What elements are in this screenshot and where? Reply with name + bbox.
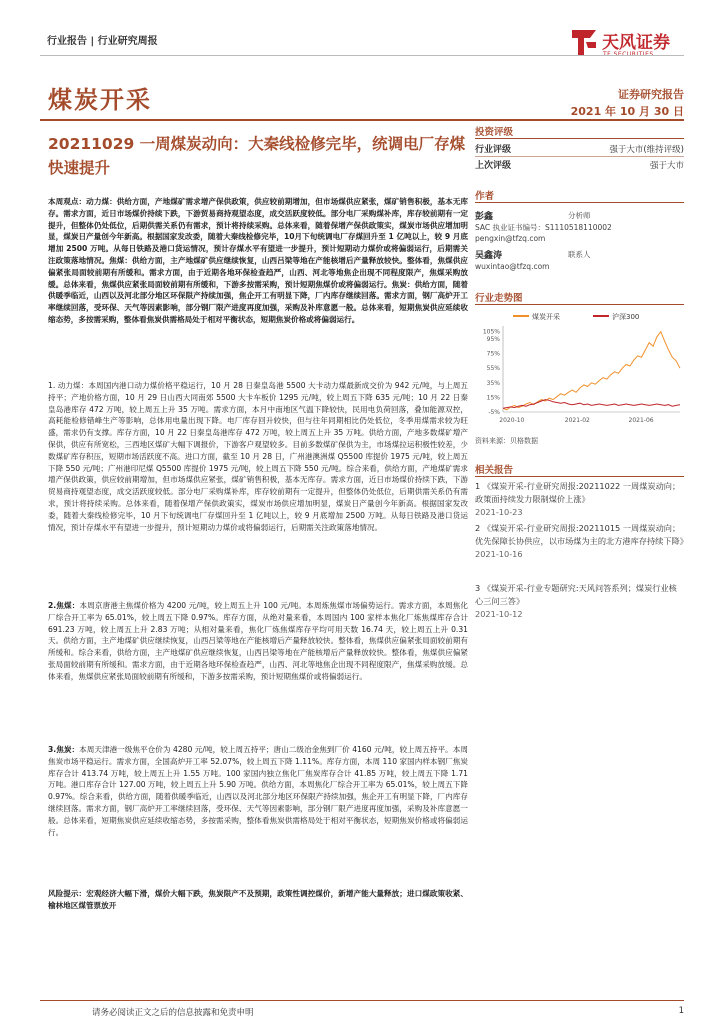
report-type: 证券研究报告 xyxy=(618,88,684,101)
rating-divider xyxy=(475,138,684,139)
related-report-1-text[interactable]: 1 《煤炭开采-行业研究周报:20211022 一周煤炭动向；政策面持续发力限制煤价上涨》 xyxy=(475,481,681,504)
logo-text: 天风证券 xyxy=(602,33,670,53)
y-tick-label: 55% xyxy=(486,365,500,373)
header-divider xyxy=(40,55,684,56)
x-tick-label: 2021-02 xyxy=(564,417,590,424)
author1-email[interactable]: pengxin@tfzq.com xyxy=(475,234,546,243)
chart-legend xyxy=(513,312,639,321)
chart-source: 资料来源：贝格数据 xyxy=(475,437,538,445)
summary-paragraph xyxy=(48,196,468,326)
coke-text: 本周天津港一级焦平仓价为 4280 元/吨，较上周五持平；唐山二级冶金焦到厂价 4160 元/吨，较上周五持平。本周焦炭市场平稳运行。需求方面，全国高炉开工率 52.07%，较上周五下降 1.11%。库存方面，本周 110 家国内样本钢厂焦炭库存合计 413.74 万吨，较上周五上升 1.55 万吨。100 家国内独立焦化厂焦炭库存合计 41.85 万吨，较上周五下降 1.71 万吨。港口库存合计 127.00 万吨，较上周五上升 5.90 万吨。供给方面，本周焦化厂综合开工率为 65.01%，较上周五下降 0.97%。综合来看，供给方面，随着供暖季临近，山西以及河北部分地区环保限产持续加强，焦企开工有明显下降，厂内库存继续回落。需求方面，钢厂高炉开工率继续回落，受环保、天气等因素影响，部分钢厂限产进度再度加强，采购及补库意愿一般。总体来看，短期焦炭供应延续收缩态势，多按需采购，整体看焦炭供需格局处于相对平衡状态，短期焦炭价格或将偏弱运行。 xyxy=(48,745,469,837)
industry-name: 煤炭开采 xyxy=(48,86,152,114)
rating-value: 强于大市(维持评级) xyxy=(609,145,684,155)
coal-lead: 1. 动力煤： xyxy=(48,381,89,390)
chart-series xyxy=(503,332,680,410)
coal-paragraph xyxy=(48,380,468,533)
author-title: 作者 xyxy=(475,191,495,202)
coking-coal-paragraph xyxy=(48,600,468,683)
report-date: 2021 年 10 月 30 日 xyxy=(570,105,684,118)
author-divider xyxy=(475,202,684,203)
y-tick-label: 95% xyxy=(486,335,500,343)
page-number: 1 xyxy=(678,1006,684,1016)
y-tick-label: 35% xyxy=(486,379,500,387)
chart-title: 行业走势图 xyxy=(475,293,523,304)
legend-label-0: 煤炭开采 xyxy=(532,313,560,321)
coking-coal-text: 本周京唐港主焦煤价格为 4200 元/吨，较上周五上升 100 元/吨。本周炼焦煤市场偏势运行。需求方面，本周焦化厂综合开工率为 65.01%，较上周五下降 0.97%。库存方面，从绝对量来看，本周国内 100 家样本焦化厂炼焦煤库存合计 691.23 万吨，较上周五上升 2.83 万吨；从相对量来看，焦化厂炼焦煤库存平均可用天数 16.74 天，较上周五上升 0.31 天。供给方面，主产地煤矿供应继续恢复，山西吕梁等地在产能核增后产量释放较快。整体看，焦煤供应偏紧张局面较前期有所缓和。综合来看，供给方面，主产地煤矿供应继续恢复，山西吕梁等地在产能核增后产量释放较快。整体看，焦煤供应偏紧张局面较前期有所缓和。需求方面，由于近期各地环保检查趋严，山西、河北等地焦企出现不同程度限产，焦煤采购放缓。总体来看，焦煤供应紧张局面较前期有所缓和，下游多按需采购，预计短期焦煤价或将偏弱运行。 xyxy=(48,601,468,681)
prev-rating-label: 上次评级 xyxy=(475,161,512,171)
y-tick-label: -5% xyxy=(488,409,500,416)
author1-role: 分析师 xyxy=(568,211,591,220)
related-report-1[interactable] xyxy=(475,480,684,519)
x-tick-labels xyxy=(499,417,653,424)
related-divider xyxy=(475,476,684,477)
x-tick-label: 2021-06 xyxy=(628,417,654,424)
related-title: 相关报告 xyxy=(475,465,514,476)
coke-lead: 3.焦炭： xyxy=(48,745,80,754)
risk-paragraph xyxy=(48,888,468,912)
industry-divider xyxy=(40,119,684,121)
summary-text: 本周观点：动力煤：供给方面，产地煤矿需求增产保供政策，供应较前期增加，但市场煤供应紧张，煤矿销售积极，基本无库存。需求方面，近日市场煤价持续下跌，下游贸易商持观望态度，成交活跃度较低。部分电厂采购煤补库，库存较前期有一定提升，但整体仍处低位，后期供需关系仍有需求，预计将持续采购。总体来看，随着保增产保供政策实，煤炭市场供应增加明显，煤炭日产量创今年新高。根据国家发改委，随着大秦线检修完毕，10月下旬统调电厂存煤回升至 1 亿吨以上，较 9 月底增加 2500 万吨。从每日铁路及港口货运情况，预计存煤水平有望进一步提升，预计短期动力煤价或将偏弱运行，后期需关注政策落地情况。焦煤：供给方面，主产地煤矿供应继续恢复，山西吕梁等地在产能核增后产量释放较快。整体看，焦煤供应偏紧张局面较前期有所缓和。需求方面，由于近期各地环保检查趋严，山西、河北等地焦企出现不同程度限产，焦煤采购放缓。总体来看，焦煤供应紧张局面较前期有所缓和，下游多按需采购，预计短期焦煤价或将偏弱运行。焦炭：供给方面，随着供暖季临近，山西以及河北部分地区环保限产持续加强，焦企开工有明显下降，厂内库存继续回落。需求方面，钢厂高炉开工率继续回落，受环保、天气等因素影响，部分钢厂限产进度再度加强，采购及补库意愿一般。总体来看，短期焦炭供应延续收缩态势，多按需采购，整体看焦炭供需格局处于相对平衡状态，短期焦炭价格或将偏弱运行。 xyxy=(48,197,468,324)
related-report-3-date: 2021-10-12 xyxy=(475,609,523,619)
related-report-2-date: 2021-10-16 xyxy=(475,549,523,559)
author2-email[interactable]: wuxintao@tfzq.com xyxy=(475,262,550,271)
related-report-3-text[interactable]: 3 《煤炭开采-行业专题研究:天风问答系列；煤炭行业核心三问三答》 xyxy=(475,583,677,606)
coal-text: 本周国内港口动力煤价格平稳运行，10 月 28 日秦皇岛港 5500 大卡动力煤最新成交价为 942 元/吨，与上周五持平；产地价格方面，10 月 29 日山西大同南郊 5500 大卡车板价 1295 元/吨，较上周五下降 635 元/吨；10 月 22 日秦皇岛港库存 472 万吨，较上周五上升 35 万吨。需求方面，本月中南地区气温下降较快，民用电负荷回落，叠加能源双控，高耗能检修错峰生产等影响，总体用电量出现下降。电厂库存回升较快，但与往年同期相比仍处低位，冬季用煤需求较为旺盛，需求仍有支撑。库存方面，10 月 22 日秦皇岛港库存 472 万吨，较上周五上升 35 万吨。供给方面，产地多数煤矿增产保供，供应有所宽松，三西地区煤矿大幅下调报价，下游客户观望较多。目前多数煤矿保供为主，市场煤拉运积极性较差，少数煤矿库存积压，短期市场活跃度不高。进口方面，截至 10 月 28 日，广州港澳洲煤 Q5500 库提价 1975 元/吨，较上周五下降 550 元/吨；广州港印尼煤 Q5500 库提价 1975 元/吨，较上周五下降 550 元/吨。综合来看，供给方面，产地煤矿需求增产保供政策，供应较前期增加，但市场煤供应紧张，煤矿销售积极，基本无库存。需求方面，近日市场煤价持续下跌，下游贸易商持观望态度，成交活跃度较低。部分电厂采购煤补库，库存较前期有一定提升，但整体仍处低位，后期供需关系仍有需求，预计将持续采购。总体来看，随着保增产保供政策实，煤炭市场供应增加明显，煤炭日产量创今年新高。根据国家发改委，随着大秦线检修完毕，10 月下旬统调电厂存煤回升至 1 亿吨以上，较 9 月底增加 2500 万吨。从每日铁路及港口货运情况，预计存煤水平有望进一步提升，预计短期动力煤价或将偏弱运行，后期需关注政策落地情况。 xyxy=(48,381,468,532)
y-tick-label: 75% xyxy=(486,350,500,358)
y-tick-label: 105% xyxy=(482,328,500,336)
author2-role: 联系人 xyxy=(568,250,591,259)
breadcrumb: 行业报告 | 行业研究周报 xyxy=(47,36,158,47)
rating-row-divider xyxy=(475,156,684,157)
chart-divider xyxy=(475,304,684,305)
author1-name: 彭鑫 xyxy=(475,212,494,222)
brand-logo xyxy=(568,24,688,64)
author2-name: 吴鑫涛 xyxy=(475,251,503,261)
related-report-3[interactable] xyxy=(475,582,684,621)
industry-trend-chart xyxy=(475,308,684,428)
report-title: 20211029 一周煤炭动向：大秦线检修完毕，统调电厂存煤快速提升 xyxy=(48,135,466,177)
related-report-2-text[interactable]: 2 《煤炭开采-行业研究周报:20211015 一周煤炭动向；优先保障长协供应，以市场煤为主的北方港库存持续下降》 xyxy=(475,523,688,546)
y-tick-labels xyxy=(483,329,500,416)
y-tick-label: 15% xyxy=(486,394,500,402)
coke-paragraph xyxy=(48,744,468,838)
footer-disclaimer: 请务必阅读正文之后的信息披露和免责申明 xyxy=(92,1008,254,1018)
rating-label: 行业评级 xyxy=(475,145,512,155)
related-report-2[interactable] xyxy=(475,522,688,561)
rating-title: 投资评级 xyxy=(475,127,514,138)
author1-sac: SAC 执业证书编号：S1110518110002 xyxy=(475,223,612,232)
coking-coal-lead: 2.焦煤： xyxy=(48,601,80,610)
x-tick-label: 2020-10 xyxy=(499,417,525,424)
related-report-1-date: 2021-10-23 xyxy=(475,507,523,517)
series-line-0 xyxy=(503,332,680,410)
series-line-1 xyxy=(503,400,680,409)
legend-label-1: 沪深300 xyxy=(612,313,640,321)
prev-rating-value: 强于大市 xyxy=(649,161,684,171)
footer-divider xyxy=(40,1000,684,1001)
risk-lead: 风险提示： xyxy=(48,889,87,898)
risk-text: 宏观经济大幅下滑，煤价大幅下跌，焦炭限产不及预期，政策性调控煤价，新增产能大量释放；进口煤政策收紧、榆林地区煤管票放开 xyxy=(48,889,468,910)
